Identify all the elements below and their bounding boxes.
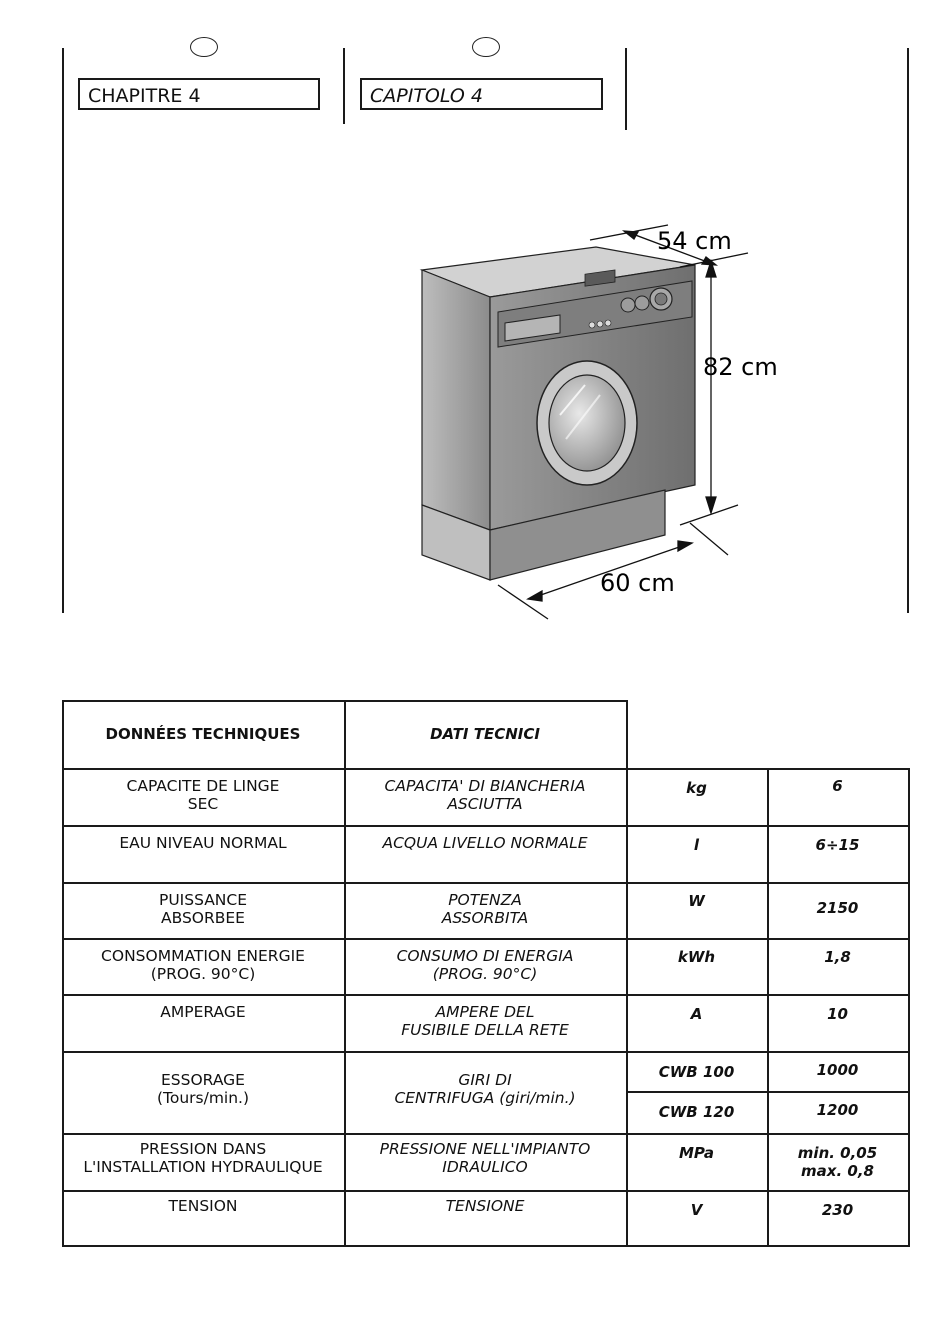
width-label: 60 cm xyxy=(600,569,675,597)
row-pressure-unit: MPa xyxy=(678,1144,715,1162)
row-pressure-it: PRESSIONE NELL'IMPIANTO IDRAULICO xyxy=(379,1140,591,1176)
row-power-value: 2150 xyxy=(816,899,859,917)
row-water-value: 6÷15 xyxy=(815,836,860,854)
machine-body xyxy=(422,247,695,580)
left-margin-rule xyxy=(62,48,64,613)
row-energy-fr: CONSOMMATION ENERGIE (PROG. 90°C) xyxy=(101,947,305,983)
row-power-it: POTENZA ASSORBITA xyxy=(441,891,529,927)
table-right-rule xyxy=(908,768,910,1246)
row-spin-unit-cwb120: CWB 120 xyxy=(658,1103,735,1121)
row-power-fr: PUISSANCE ABSORBEE xyxy=(158,891,248,927)
it-col-divider xyxy=(625,48,627,130)
row-amperage-fr: AMPERAGE xyxy=(160,1003,246,1021)
row-pressure-fr: PRESSION DANS L'INSTALLATION HYDRAULIQUE xyxy=(83,1140,323,1176)
row-voltage-unit: V xyxy=(690,1201,703,1219)
row-water-it: ACQUA LIVELLO NORMALE xyxy=(382,834,588,852)
row-amperage-value: 10 xyxy=(827,1005,848,1023)
row-pressure-value: min. 0,05 max. 0,8 xyxy=(797,1144,878,1180)
washing-machine-illustration xyxy=(380,215,810,635)
fr-it-divider xyxy=(343,48,345,124)
it-language-badge xyxy=(472,37,500,57)
row-spin-fr: ESSORAGE (Tours/min.) xyxy=(156,1071,250,1107)
row-capacity-unit: kg xyxy=(686,779,707,797)
header-it: DATI TECNICI xyxy=(430,725,540,743)
row-spin-it: GIRI DI CENTRIFUGA (giri/min.) xyxy=(394,1071,576,1107)
row-energy-value: 1,8 xyxy=(824,948,851,966)
height-label: 82 cm xyxy=(703,353,778,381)
technical-data-table xyxy=(62,700,910,1246)
row-capacity-fr: CAPACITE DE LINGE SEC xyxy=(126,777,280,813)
row-voltage-value: 230 xyxy=(821,1201,854,1219)
row-water-unit: l xyxy=(693,836,700,854)
it-chapter-title: CAPITOLO 4 xyxy=(360,78,603,110)
fr-language-badge xyxy=(190,37,218,57)
row-power-unit: W xyxy=(688,892,705,910)
row-energy-it: CONSUMO DI ENERGIA (PROG. 90°C) xyxy=(396,947,574,983)
depth-label: 54 cm xyxy=(657,227,732,255)
row-spin-value-cwb120: 1200 xyxy=(816,1101,859,1119)
row-capacity-it: CAPACITA' DI BIANCHERIA ASCIUTTA xyxy=(384,777,586,813)
row-spin-unit-cwb100: CWB 100 xyxy=(658,1063,735,1081)
row-voltage-fr: TENSION xyxy=(168,1197,238,1215)
row-amperage-it: AMPERE DEL FUSIBILE DELLA RETE xyxy=(401,1003,569,1039)
row-energy-unit: kWh xyxy=(677,948,716,966)
row-spin-value-cwb100: 1000 xyxy=(816,1061,859,1079)
row-voltage-it: TENSIONE xyxy=(445,1197,525,1215)
row-amperage-unit: A xyxy=(690,1005,703,1023)
header-fr: DONNÉES TECHNIQUES xyxy=(105,725,301,743)
row-capacity-value: 6 xyxy=(832,777,843,795)
right-margin-rule xyxy=(907,48,909,613)
row-water-fr: EAU NIVEAU NORMAL xyxy=(119,834,287,852)
fr-chapter-title: CHAPITRE 4 xyxy=(78,78,320,110)
table-bottom-rule xyxy=(62,1245,910,1247)
